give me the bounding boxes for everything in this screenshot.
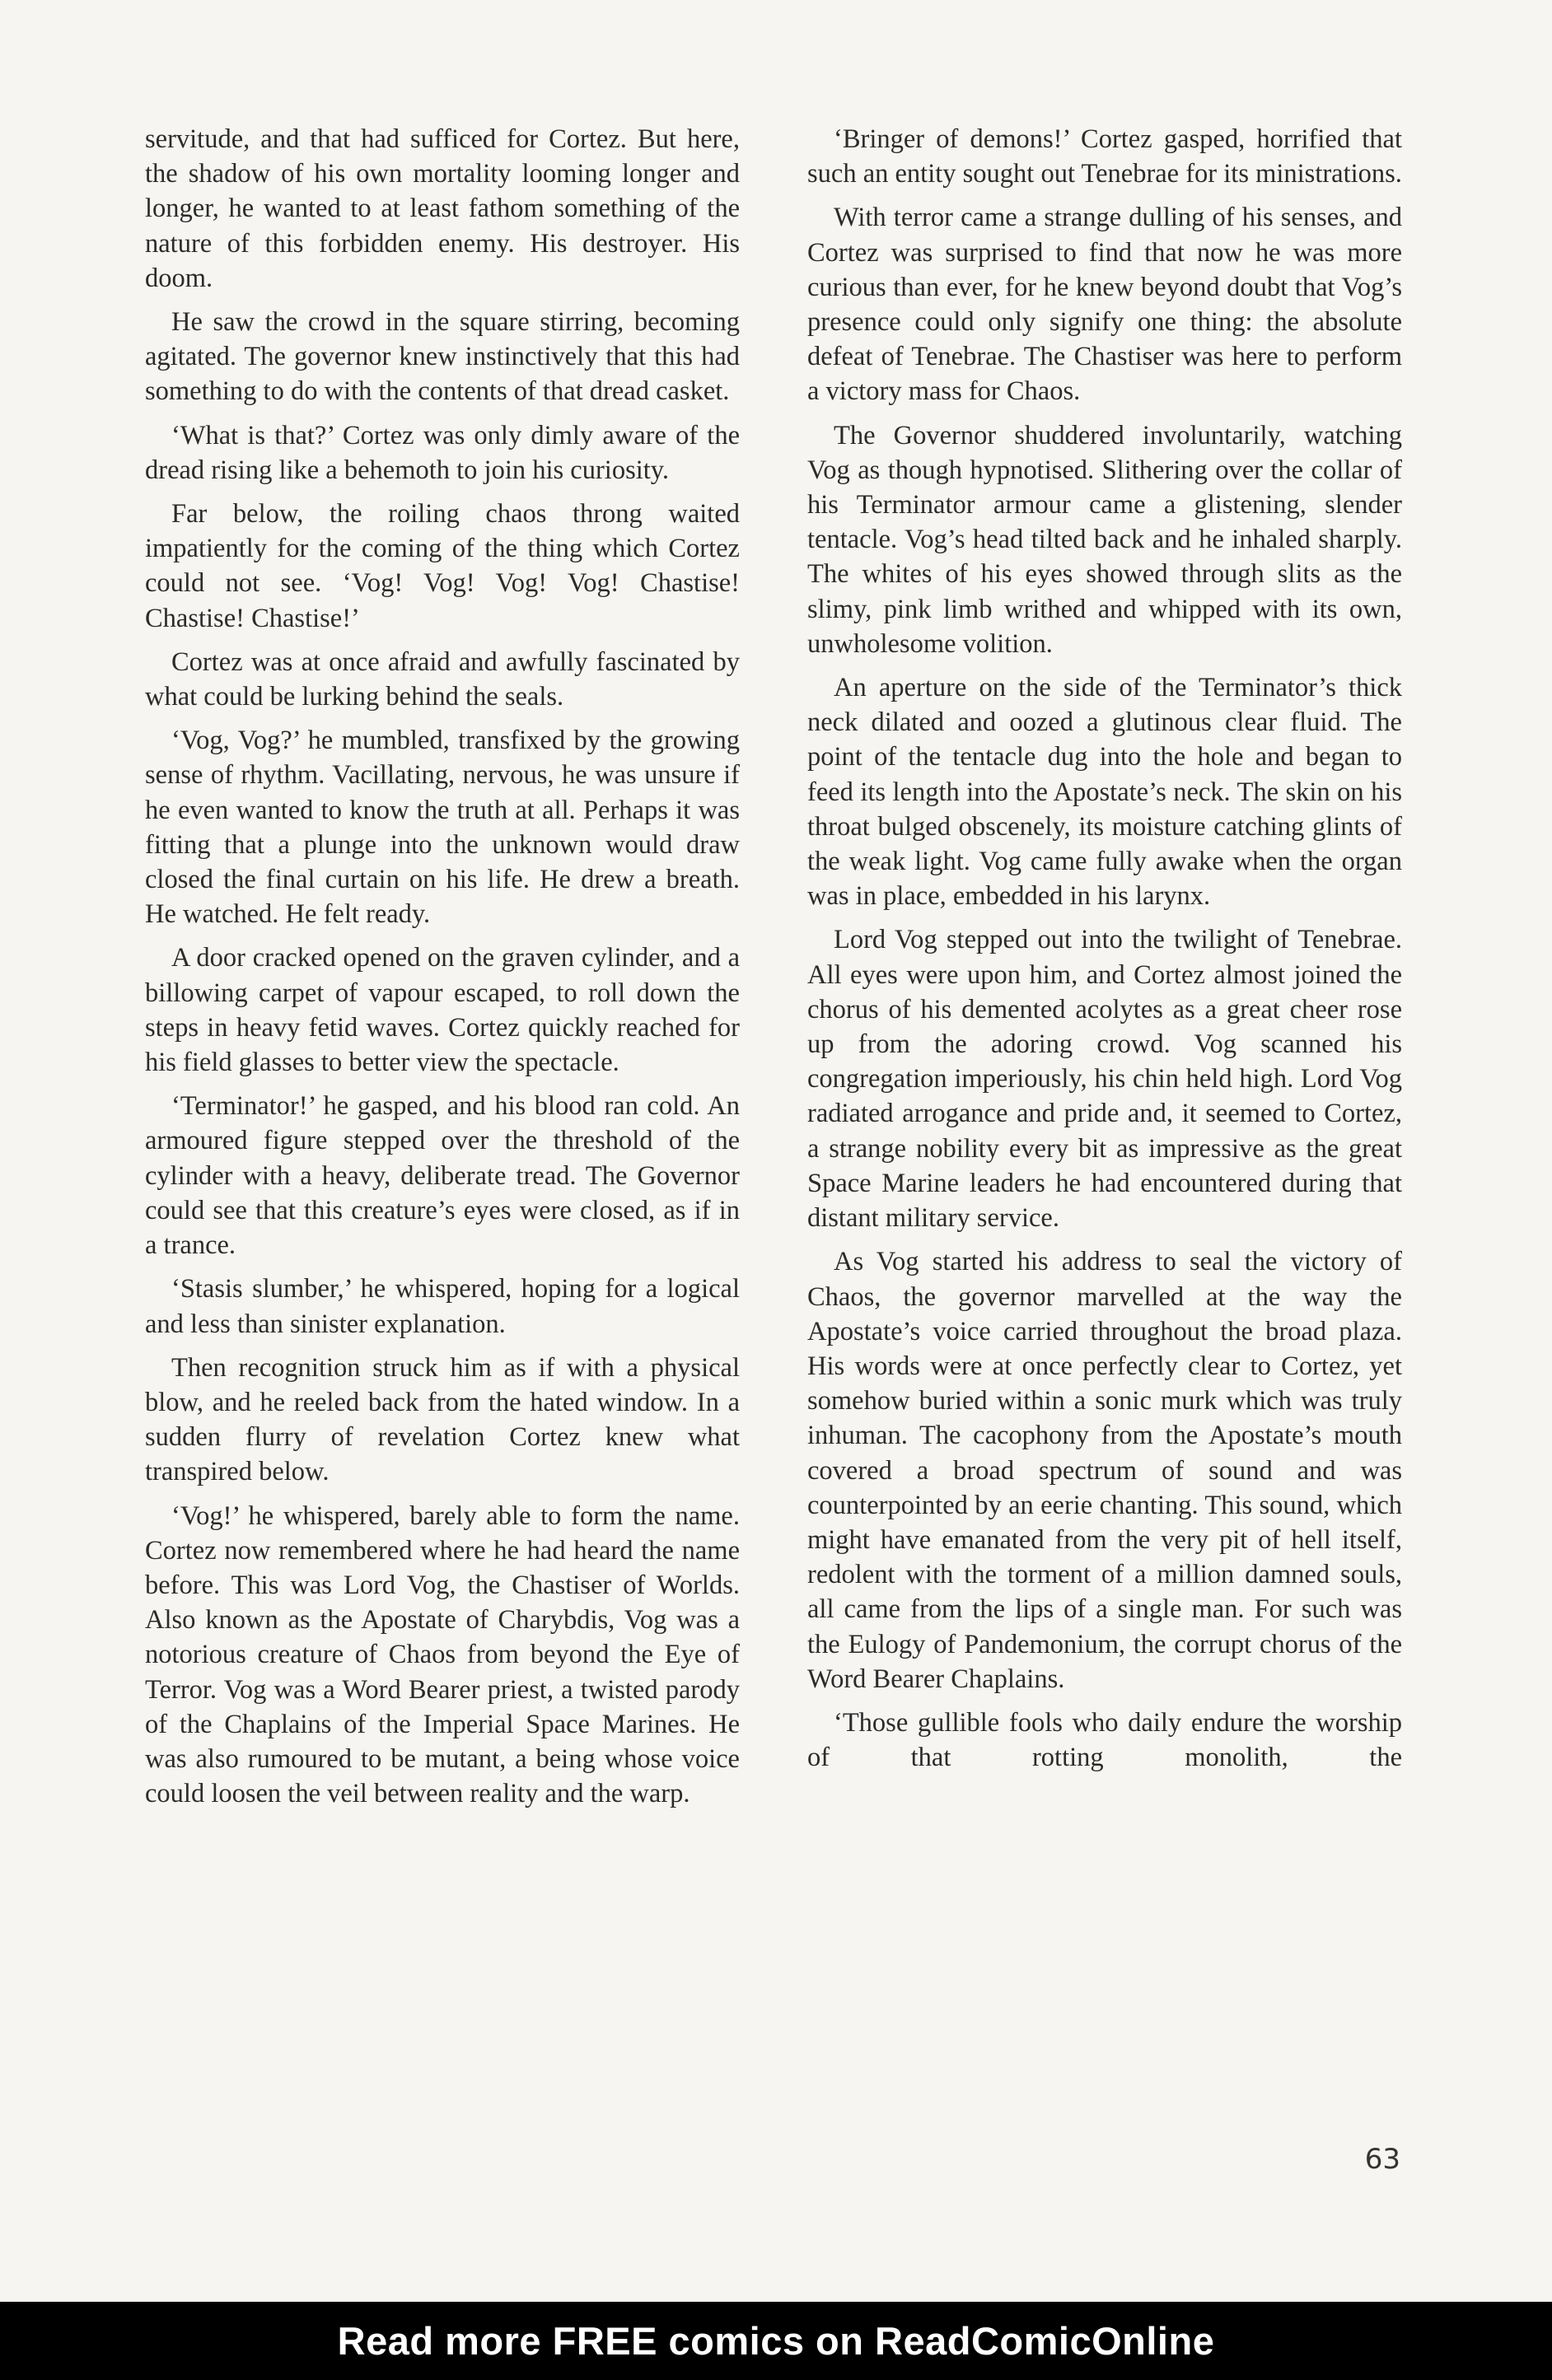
page-number: 63 — [1364, 2143, 1400, 2176]
paragraph: ‘Vog!’ he whispered, barely able to form the name. Cortez now remembered where he had heard the name before. This was Lord Vog, the Chastiser of Worlds. Also known as the Apostate of Charybdis, Vog was a notorious creature of Chaos from beyond the Eye of Terror. Vog was a Word Bearer priest, a twisted parody of the Chaplains of the Imperial Space Marines. He was also rumoured to be mutant, a being whose voice could loosen the veil between reality and the warp. — [145, 1500, 740, 1809]
paragraph: With terror came a strange dulling of his senses, and Cortez was surprised to find that now he was more curious than ever, for he knew beyond doubt that Vog’s presence could only signify one thing: the absolute defeat of Tenebrae. The Chastiser was here to perform a victory mass for Chaos. — [807, 203, 1402, 407]
paragraph: ‘Those gullible fools who daily endure the worship of that rotting monolith, the — [807, 1707, 1402, 1773]
paragraph: ‘Stasis slumber,’ he whispered, hoping for a logical and less than sinister explanation. — [145, 1274, 740, 1339]
left-text-column — [145, 122, 740, 1820]
paragraph: ‘What is that?’ Cortez was only dimly aware of the dread rising like a behemoth to join his curiosity. — [145, 420, 740, 485]
paragraph: The Governor shuddered involuntarily, watching Vog as though hypnotised. Slithering over the collar of his Terminator armour came a glistening, slender tentacle. Vog’s head tilted back and he inhaled sharply. The whites of his eyes showed through slits as the slimy, pink limb writhed and whipped with its own, unwholesome volition. — [807, 420, 1402, 659]
paragraph: A door cracked opened on the graven cylinder, and a billowing carpet of vapour escaped, to roll down the steps in heavy fetid waves. Cortez quickly reached for his field glasses to better view the spectacle. — [145, 943, 740, 1078]
promo-banner[interactable] — [0, 2302, 1552, 2380]
promo-banner-text[interactable]: Read more FREE comics on ReadComicOnline — [337, 2319, 1215, 2363]
right-text-column — [807, 122, 1402, 1784]
paragraph: Far below, the roiling chaos throng waited impatiently for the coming of the thing which Cortez could not see. ‘Vog! Vog! Vog! Vog! Chastise! Chastise! Chastise!’ — [145, 499, 740, 633]
paragraph: As Vog started his address to seal the victory of Chaos, the governor marvelled at the way the Apostate’s voice carried throughout the broad plaza. His words were at once perfectly clear to Cortez, yet somehow buried within a sonic murk which was truly inhuman. The cacophony from the Apostate’s mouth covered a broad spectrum of sound and was counterpointed by an eerie chanting. This sound, which might have emanated from the very pit of hell itself, redolent with the torment of a million damned souls, all came from the lips of a single man. For such was the Eulogy of Pandemonium, the corrupt chorus of the Word Bearer Chaplains. — [807, 1247, 1402, 1694]
paragraph: ‘Terminator!’ he gasped, and his blood ran cold. An armoured figure stepped over the threshold of the cylinder with a heavy, deliberate tread. The Governor could see that this creature’s eyes were closed, as if in a trance. — [145, 1091, 740, 1261]
paragraph: Then recognition struck him as if with a physical blow, and he reeled back from the hated window. In a sudden flurry of revelation Cortez knew what transpired below. — [145, 1352, 740, 1487]
paragraph: ‘Vog, Vog?’ he mumbled, transfixed by the growing sense of rhythm. Vacillating, nervous, he was unsure if he even wanted to know the truth at all. Perhaps it was fitting that a plunge into the unknown would draw closed the final curtain on his life. He drew a breath. He watched. He felt ready. — [145, 726, 740, 930]
paragraph: ‘Bringer of demons!’ Cortez gasped, horrified that such an entity sought out Tenebrae for its ministrations. — [807, 124, 1402, 189]
paragraph: An aperture on the side of the Terminator’s thick neck dilated and oozed a glutinous clear fluid. The point of the tentacle dug into the hole and began to feed its length into the Apostate’s neck. The skin on his throat bulged obscenely, its moisture catching glints of the weak light. Vog came fully awake when the organ was in place, embedded in his larynx. — [807, 673, 1402, 912]
paragraph: Lord Vog stepped out into the twilight of Tenebrae. All eyes were upon him, and Cortez almost joined the chorus of his demented acolytes as a great cheer rose up from the adoring crowd. Vog scanned his congregation imperiously, his chin held high. Lord Vog radiated arrogance and pride and, it seemed to Cortez, a strange nobility every bit as impressive as the great Space Marine leaders he had encountered during that distant military service. — [807, 925, 1402, 1234]
paragraph: servitude, and that had sufficed for Cortez. But here, the shadow of his own mortality looming longer and longer, he wanted to at least fathom something of the nature of this forbidden enemy. His destroyer. His doom. — [145, 124, 740, 293]
paragraph: He saw the crowd in the square stirring, becoming agitated. The governor knew instinctively that this had something to do with the contents of that dread casket. — [145, 307, 740, 407]
paragraph: Cortez was at once afraid and awfully fascinated by what could be lurking behind the seals. — [145, 646, 740, 712]
